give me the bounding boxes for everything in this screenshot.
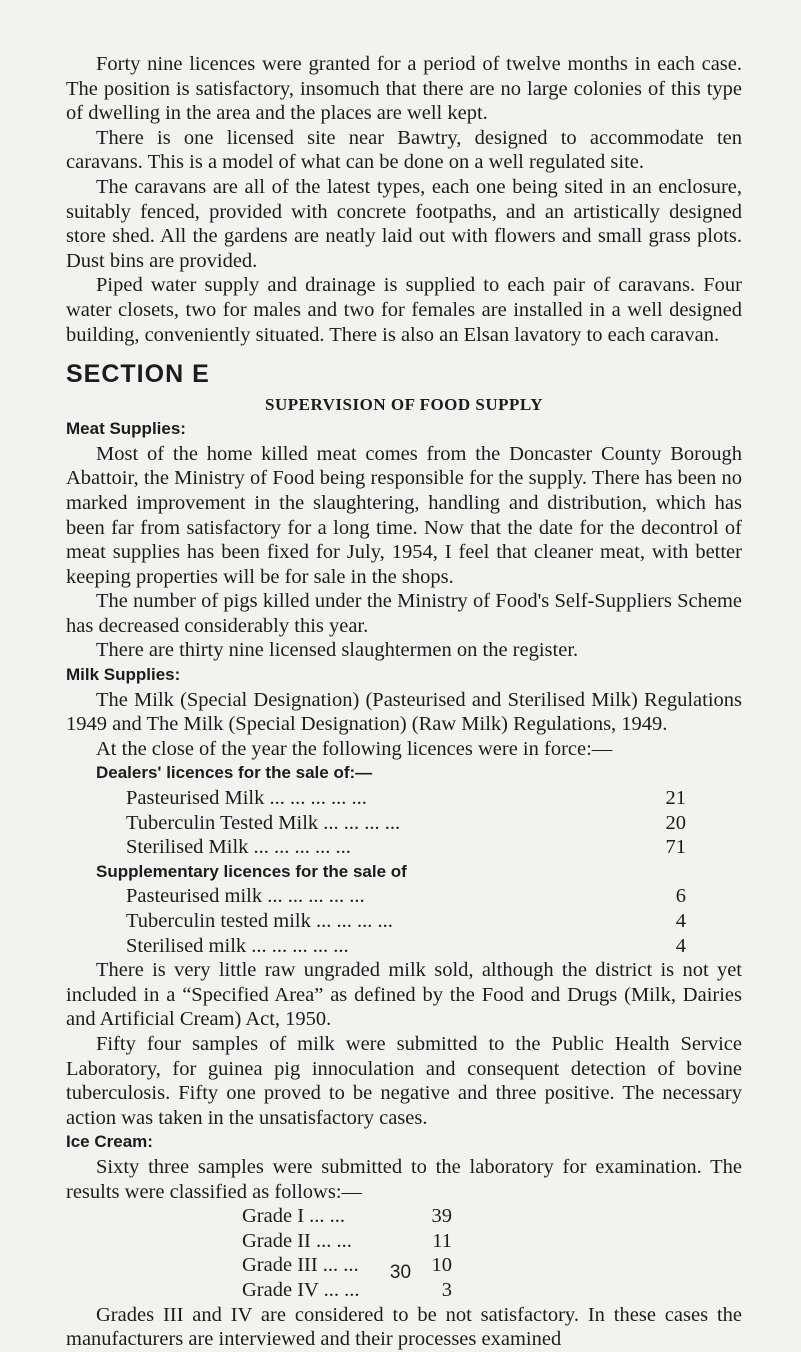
page-number: 30 xyxy=(389,1262,412,1283)
licence-label: Tuberculin tested milk ... ... ... ... xyxy=(126,910,393,932)
licence-row xyxy=(66,909,686,934)
licence-count: 4 xyxy=(675,910,686,932)
licence-row xyxy=(66,934,686,959)
paragraph-grades-unsatisfactory: Grades III and IV are considered to be not satisfactory. In these cases the manufacturers are interviewed and their processes examined xyxy=(66,1303,742,1351)
licence-count: 6 xyxy=(675,885,686,908)
paragraph-ice-cream-samples: Sixty three samples were submitted to the laboratory for examination. The results were classified as follows:— xyxy=(66,1155,742,1203)
milk-supplies-heading: Milk Supplies: xyxy=(66,665,181,685)
grade-label: Grade II ... ... xyxy=(242,1229,352,1252)
licence-row xyxy=(66,811,686,836)
paragraph-raw-milk: There is very little raw ungraded milk sold, although the district is not yet included in a “Specified Area” as defined by the Food and Drugs (Milk, Dairies and Artificial Cream) Act, 1950. xyxy=(66,959,742,1031)
paragraph-water-supply: Piped water supply and drainage is supplied to each pair of caravans. Four water closets, two for males and two for females are installed in a well designed building, conveniently situated. There is also an Elsan lavatory to each caravan. xyxy=(66,274,742,346)
licence-count: 21 xyxy=(665,787,686,810)
paragraph-milk-samples: Fifty four samples of milk were submitted to the Public Health Service Laboratory, for guinea pig innoculation and consequent detection of bovine tuberculosis. Fifty one proved to be negative and three positive. The necessary action was taken in the unsatisfactory cases. xyxy=(66,1032,742,1129)
section-title: SECTION E xyxy=(66,360,210,389)
paragraph-bawtry-site: There is one licensed site near Bawtry, designed to accommodate ten caravans. This is a model of what can be done on a well regulated site. xyxy=(66,126,742,174)
grade-count: 10 xyxy=(431,1254,452,1277)
paragraph-caravan-types: The caravans are all of the latest types, each one being sited in an enclosure, suitably fenced, provided with concrete footpaths, and an artistically designed store shed. All the gardens are neatly laid out with flowers and small grass plots. Dust bins are provided. xyxy=(66,175,742,272)
licence-label: Sterilised milk ... ... ... ... ... xyxy=(126,934,349,957)
paragraph-meat-abattoir: Most of the home killed meat comes from the Doncaster County Borough Abattoir, the Ministry of Food being responsible for the supply. There has been no marked improvement in the slaughtering, handling and distribution, which has been far from satisfactory for a long time. Now that the date for the decontrol of meat supplies has been fixed for July, 1954, I feel that cleaner meat, with better keeping properties will be for sale in the shops. xyxy=(66,442,742,588)
licence-count: 4 xyxy=(675,934,686,957)
licence-count: 71 xyxy=(665,836,686,859)
grade-row xyxy=(66,1229,452,1254)
licence-row xyxy=(66,884,686,909)
meat-supplies-heading: Meat Supplies: xyxy=(66,419,186,439)
licence-row xyxy=(66,786,686,811)
section-subtitle: SUPERVISION OF FOOD SUPPLY xyxy=(265,395,543,415)
ice-cream-heading: Ice Cream: xyxy=(66,1132,153,1152)
document-page xyxy=(66,52,742,1352)
grade-count: 11 xyxy=(432,1229,452,1252)
licence-count: 20 xyxy=(665,811,686,834)
grade-label: Grade I ... ... xyxy=(242,1205,346,1228)
paragraph-pigs: The number of pigs killed under the Ministry of Food's Self-Suppliers Scheme has decreased considerably this year. xyxy=(66,590,742,637)
supplementary-licences-heading: Supplementary licences for the sale of xyxy=(96,861,407,881)
licence-label: Sterilised Milk ... ... ... ... ... xyxy=(126,836,351,859)
paragraph-licences-in-force: At the close of the year the following licences were in force:— xyxy=(96,737,613,760)
paragraph-slaughtermen: There are thirty nine licensed slaughtermen on the register. xyxy=(96,639,579,662)
licence-row xyxy=(66,835,686,860)
grade-count: 39 xyxy=(431,1205,452,1228)
licence-label: Pasteurised Milk ... ... ... ... ... xyxy=(126,787,367,810)
paragraph-milk-regulations: The Milk (Special Designation) (Pasteurised and Sterilised Milk) Regulations 1949 and The Milk (Special Designation) (Raw Milk) Regulations, 1949. xyxy=(66,688,742,736)
licence-label: Tuberculin Tested Milk ... ... ... ... xyxy=(126,811,401,834)
paragraph-licences: Forty nine licences were granted for a period of twelve months in each case. The position is satisfactory, insomuch that there are no large colonies of this type of dwelling in the area and the places are well kept. xyxy=(66,53,742,125)
licence-label: Pasteurised milk ... ... ... ... ... xyxy=(126,885,365,908)
grade-row xyxy=(66,1204,452,1229)
grade-label: Grade IV ... ... xyxy=(242,1278,360,1301)
dealers-licences-heading: Dealers' licences for the sale of:— xyxy=(96,763,373,783)
grade-label: Grade III ... ... xyxy=(242,1254,359,1277)
grade-count: 3 xyxy=(441,1278,452,1301)
